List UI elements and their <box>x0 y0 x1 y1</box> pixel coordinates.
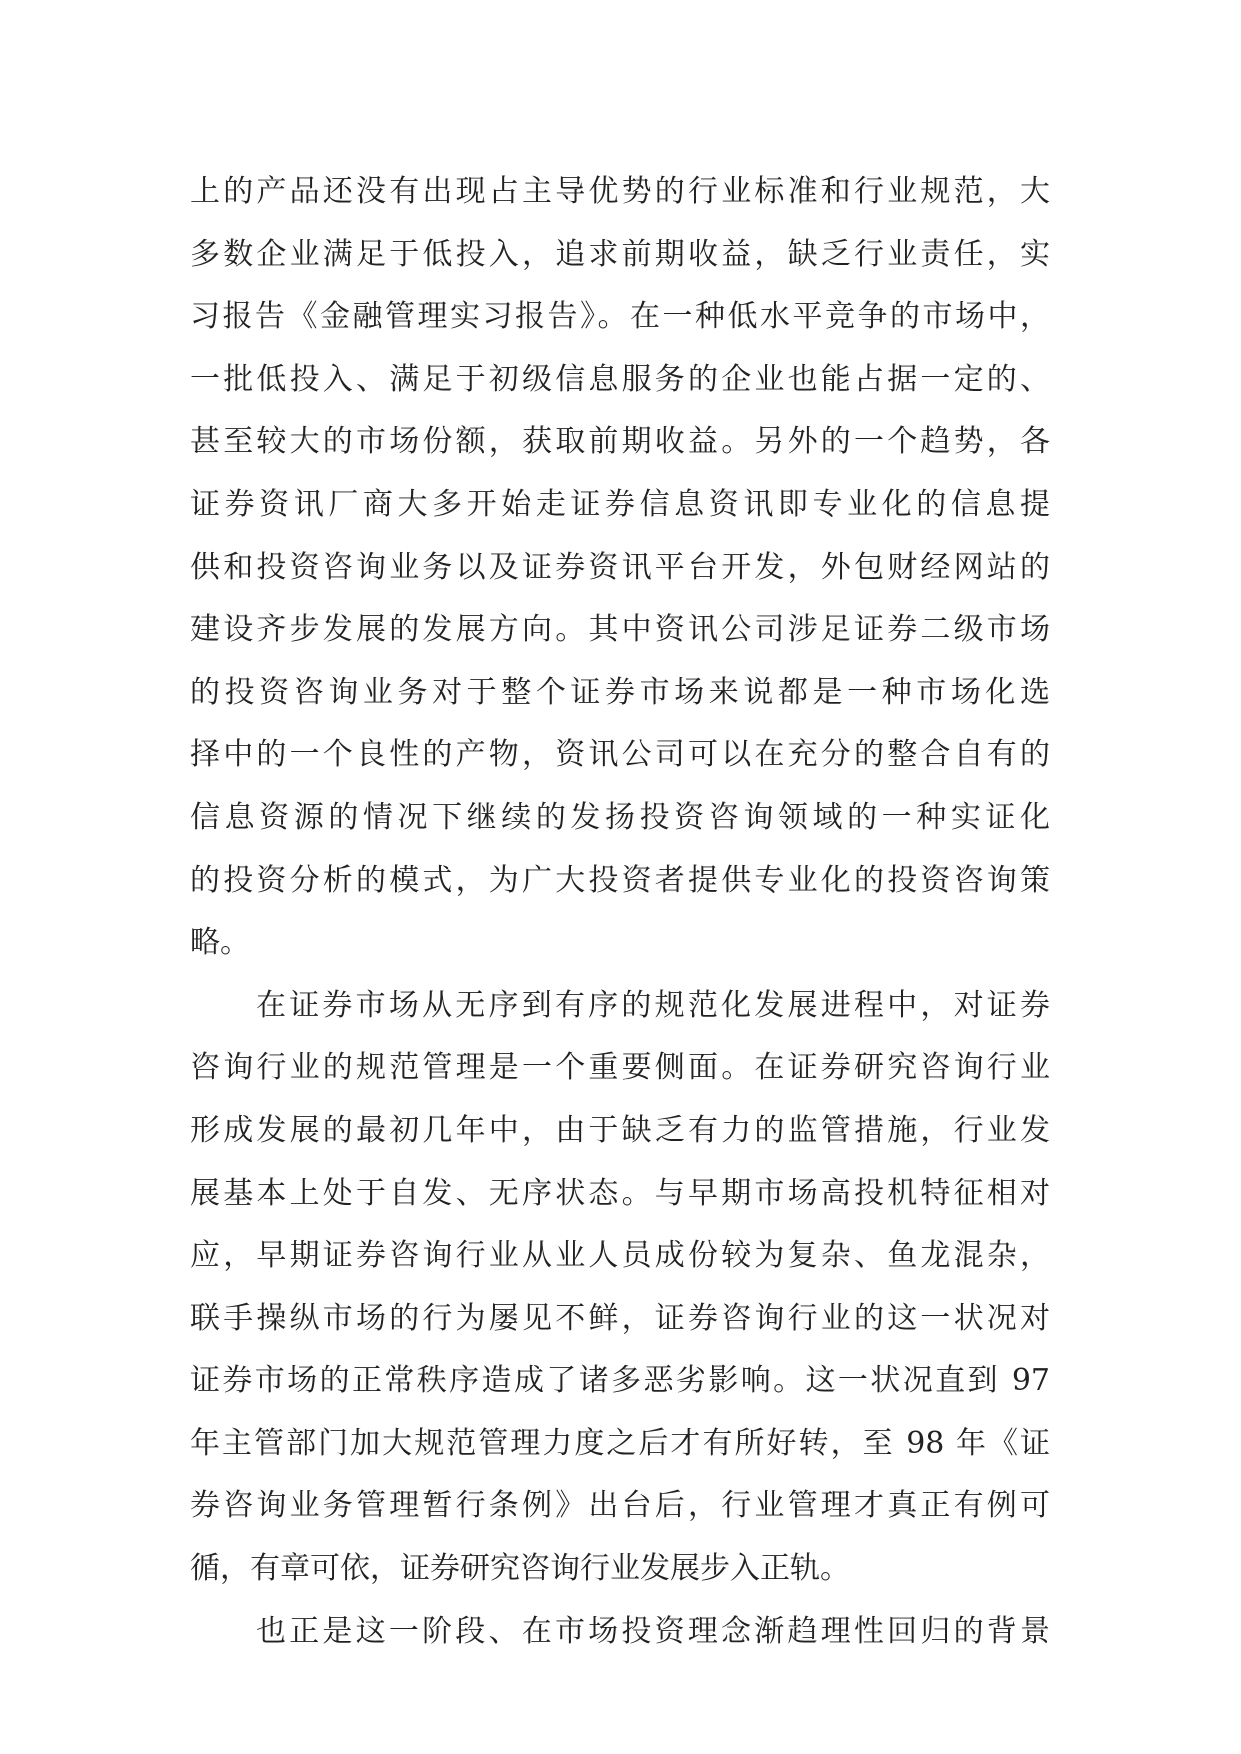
paragraph-1 <box>190 161 1050 975</box>
text-line: 的投资咨询业务对于整个证券市场来说都是一种市场化选 <box>190 674 1050 710</box>
text-line: 的投资分析的模式，为广大投资者提供专业化的投资咨询策 <box>190 862 1050 898</box>
text-line: 证券资讯厂商大多开始走证券信息资讯即专业化的信息提 <box>190 486 1050 522</box>
text-line: 联手操纵市场的行为屡见不鲜，证券咨询行业的这一状况对 <box>190 1300 1050 1336</box>
text-line: 券咨询业务管理暂行条例》出台后，行业管理才真正有例可 <box>190 1488 1050 1524</box>
text-line: 证券市场的正常秩序造成了诸多恶劣影响。这一状况直到 97 <box>190 1363 1050 1399</box>
text-line: 一批低投入、满足于初级信息服务的企业也能占据一定的、 <box>190 361 1050 397</box>
text-line: 建设齐步发展的发展方向。其中资讯公司涉足证券二级市场 <box>190 612 1050 648</box>
text-line: 展基本上处于自发、无序状态。与早期市场高投机特征相对 <box>190 1175 1050 1211</box>
text-line: 信息资源的情况下继续的发扬投资咨询领域的一种实证化 <box>190 799 1050 835</box>
paragraph-3 <box>190 1601 1050 1664</box>
text-line: 习报告《金融管理实习报告》。在一种低水平竞争的市场中， <box>190 299 1050 335</box>
text-line: 年主管部门加大规范管理力度之后才有所好转，至 98 年《证 <box>190 1425 1050 1461</box>
text-line: 略。 <box>190 925 250 961</box>
body-text <box>190 161 1050 1663</box>
text-line: 也正是这一阶段、在市场投资理念渐趋理性回归的背景 <box>256 1613 1050 1649</box>
text-line: 形成发展的最初几年中，由于缺乏有力的监管措施，行业发 <box>190 1112 1050 1148</box>
text-line: 循，有章可依，证券研究咨询行业发展步入正轨。 <box>190 1551 850 1587</box>
text-line: 上的产品还没有出现占主导优势的行业标准和行业规范，大 <box>190 174 1050 209</box>
text-line: 甚至较大的市场份额，获取前期收益。另外的一个趋势，各 <box>190 424 1050 460</box>
text-line: 择中的一个良性的产物，资讯公司可以在充分的整合自有的 <box>190 737 1050 773</box>
text-line: 多数企业满足于低投入，追求前期收益，缺乏行业责任，实 <box>190 236 1050 272</box>
text-line: 供和投资咨询业务以及证券资讯平台开发，外包财经网站的 <box>190 549 1050 585</box>
text-line: 应，早期证券咨询行业从业人员成份较为复杂、鱼龙混杂， <box>190 1238 1050 1274</box>
paragraph-2 <box>190 975 1050 1601</box>
text-line: 咨询行业的规范管理是一个重要侧面。在证券研究咨询行业 <box>190 1050 1050 1086</box>
text-line: 在证券市场从无序到有序的规范化发展进程中，对证券 <box>256 987 1050 1023</box>
